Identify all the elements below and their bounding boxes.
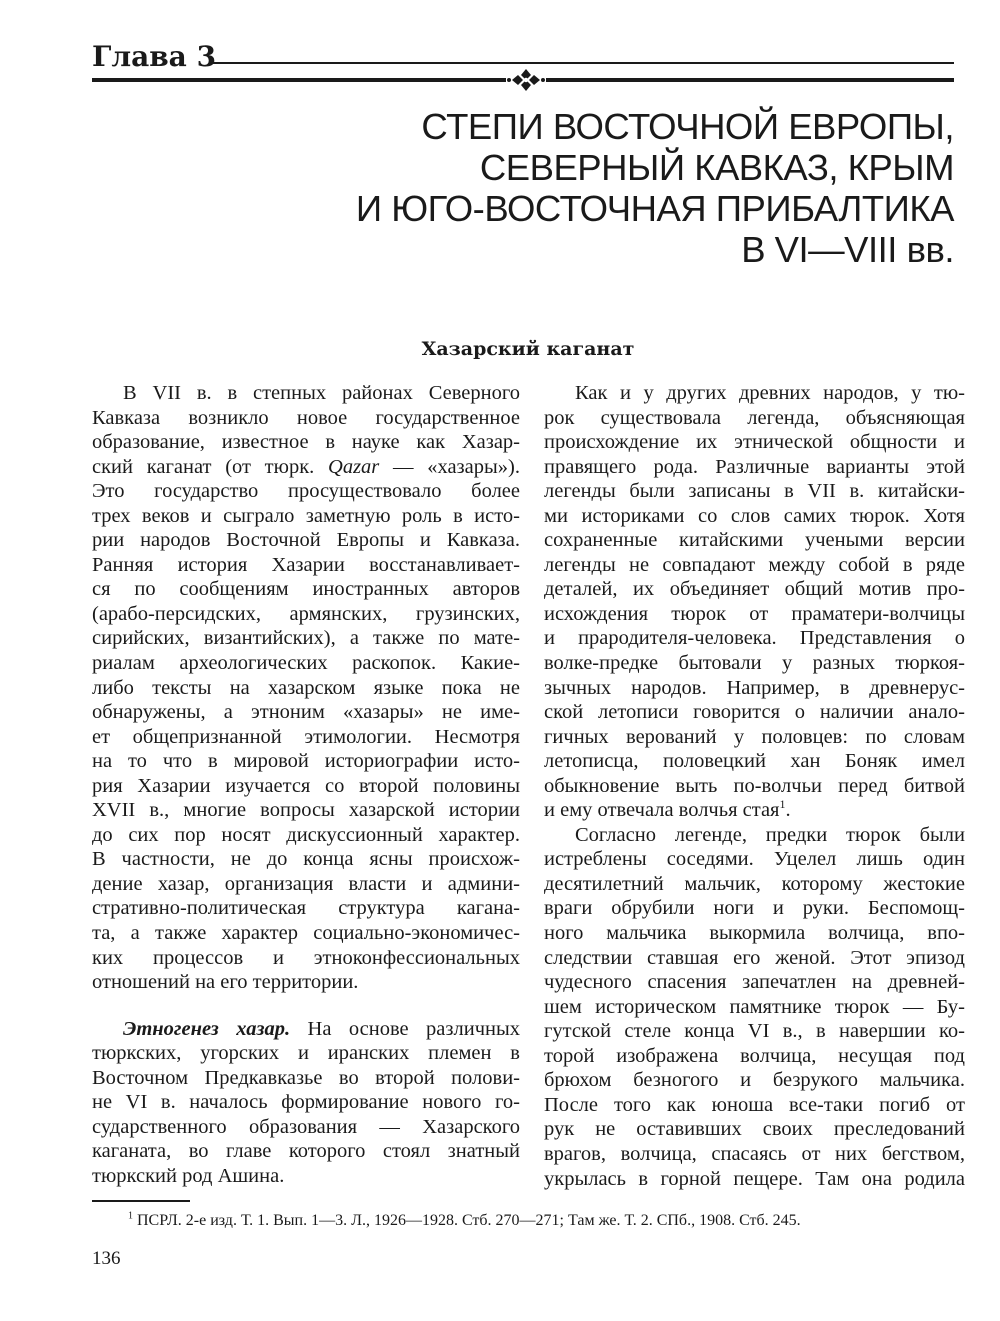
text-line: рок существовала легенда, объясняющая [544, 406, 965, 429]
text-line: следствии ставшая его женой. Этот эпизод [544, 946, 965, 969]
text-line: укрылась в горной пещере. Там она родила [544, 1167, 965, 1190]
text-line: шем историческом памятнике тюрок — Бу- [544, 995, 965, 1018]
text-line: сирийских, византийских), а также по мате- [92, 627, 520, 650]
text-line: и прародителя-человека. Представления о [544, 627, 965, 650]
text-line: В частности, не до конца ясны происхож- [92, 848, 520, 871]
text-line: зычных народов. Например, в древнерус- [544, 676, 965, 699]
text-line: XVII в., многие вопросы хазарской истории [92, 799, 520, 822]
text-line: чудесного спасения запечатлен на древней- [544, 971, 965, 994]
footnote-text: ПСРЛ. 2-е изд. Т. 1. Вып. 1—3. Л., 1926—1928. Стб. 270—271; Там же. Т. 2. СПб., 1908. Стб. 245. [133, 1212, 801, 1229]
header-rule-thin [212, 62, 954, 64]
text-line: рия Хазарии изучается со второй половины [92, 774, 520, 797]
chapter-label: Глава 3 [92, 40, 217, 73]
text-line: ких процессов и этноконфессиональных [92, 946, 520, 969]
text-line: Кавказа возникло новое государственное [92, 406, 520, 429]
chapter-title [254, 106, 954, 270]
chapter-title-line: СТЕПИ ВОСТОЧНОЙ ЕВРОПЫ, [421, 106, 954, 147]
text-line: гутской стеле конца VI в., в навершии ко- [544, 1020, 965, 1043]
text-line: В VII в. в степных районах Северного [123, 382, 520, 404]
text-line: обыкновение выть по-волчьи перед битвой [544, 774, 965, 797]
text-line [544, 798, 965, 823]
footnote [128, 1212, 801, 1230]
text-line: легенды были записаны в VII в. китайски- [544, 480, 965, 503]
text-line: тюркский род Ашина. [92, 1164, 285, 1187]
text-line: тюркских, угорских и иранских племен в [92, 1042, 520, 1065]
text-line: та, а также характер социально-экономичес- [92, 922, 520, 945]
text-line: Как и у других древних народов, у тю- [575, 382, 965, 404]
text-run: На основе различных [290, 1017, 520, 1040]
text-line: ской летописи говорится о наличии анало- [544, 701, 965, 724]
text-line: летописца, половецкий хан Боняк имел [544, 750, 965, 773]
text-line: десятилетний мальчик, которому жестокие [544, 872, 965, 895]
text-line: образование, известное в науке как Хазар- [92, 431, 520, 454]
text-run: — «хазары»). [379, 455, 520, 478]
text-line: волке-предке бытовали у разных тюркоя- [544, 652, 965, 675]
text-line: отношений на его территории. [92, 971, 359, 994]
left-column [92, 381, 520, 1189]
text-run: ский каганат (от тюрк. [92, 455, 329, 478]
text-line: ного мальчика выкормила волчица, впо- [544, 922, 965, 945]
section-heading: Хазарский каганат [421, 338, 635, 360]
text-run: . [785, 799, 791, 822]
text-line: не VI в. началось формирование нового го- [92, 1091, 520, 1114]
text-line: Это государство просуществовало более [92, 480, 520, 503]
text-line: рии народов Восточной Европы и Кавказа. [92, 529, 520, 552]
text-line: происхождение их этнической общности и [544, 431, 965, 454]
text-line: стративно-политическая структура кагана- [92, 897, 520, 920]
text-line: торой изображена волчица, несущая под [544, 1044, 965, 1067]
text-line: После того как юноша все-таки погиб от [544, 1093, 965, 1116]
text-line: исхождения тюрок от праматери-волчицы [544, 602, 965, 625]
text-line: сохраненные китайскими учеными версии [544, 529, 965, 552]
text-line [92, 455, 520, 480]
text-run: и ему отвечала волчья стая [544, 799, 780, 822]
text-line: враги обрубили ноги и руки. Беспомощ- [544, 897, 965, 920]
text-line: либо тексты на хазарском языке пока не [92, 676, 520, 699]
text-line: истреблены соседями. Уцелел лишь один [544, 848, 965, 871]
text-line: обнаружены, а этноним «хазары» не име- [92, 701, 520, 724]
text-line: легенды не совпадают между собой в ряде [544, 553, 965, 576]
text-line: (арабо-персидских, армянских, грузинских, [92, 602, 520, 625]
right-column [544, 381, 965, 1191]
text-line: каганата, во главе которого стоял знатный [92, 1140, 520, 1163]
text-line: на то что в мировой историографии исто- [92, 750, 520, 773]
fleuron-ornament-icon [506, 66, 546, 94]
text-line: Восточном Предкавказье во второй полови- [92, 1066, 520, 1089]
text-line: трех веков и сыграло заметную роль в исто- [92, 504, 520, 527]
text-line: ет общепризнанной этимологии. Несмотря [92, 725, 520, 748]
chapter-title-line: СЕВЕРНЫЙ КАВКАЗ, КРЫМ [479, 147, 954, 188]
subsection-lead: Этногенез хазар. [123, 1017, 291, 1040]
text-line: правящего рода. Различные варианты этой [544, 455, 965, 478]
chapter-title-line: И ЮГО-ВОСТОЧНАЯ ПРИБАЛТИКА [355, 188, 954, 229]
text-line: Ранняя история Хазарии восстанавливает- [92, 553, 520, 576]
header-rule-thick-left [92, 78, 506, 82]
text-line: ся по сообщениям иностранных авторов [92, 578, 520, 601]
text-line: ми историками со слов самих тюрок. Хотя [544, 504, 965, 527]
footnote-marker: 1 [128, 1210, 133, 1222]
text-line: до сих пор носят дискуссионный характер. [92, 823, 520, 846]
text-line: гичных верований у половцев: по словам [544, 725, 965, 748]
text-line: Согласно легенде, предки тюрок были [575, 823, 965, 846]
text-line: врагов, волчица, спасаясь от них бегством, [544, 1142, 965, 1165]
text-line: рук не оставивших своих преследований [544, 1118, 965, 1141]
text-line: брюхом безногого и безрукого мальчика. [544, 1069, 965, 1092]
text-line: риалам археологических раскопок. Какие- [92, 652, 520, 675]
foreign-term: Qazar [328, 455, 380, 478]
footnote-rule [92, 1200, 190, 1202]
text-line [92, 1017, 520, 1042]
text-line: дение хазар, организация власти и админи- [92, 872, 520, 895]
footnote-ref[interactable]: 1 [779, 797, 786, 812]
text-line: сударственного образования — Хазарского [92, 1115, 520, 1138]
chapter-title-line: В VI—VIII вв. [741, 229, 954, 270]
header-rule-thick-right [546, 78, 954, 82]
text-line: деталей, их объединяет общий мотив про- [544, 578, 965, 601]
page-number: 136 [92, 1248, 121, 1269]
